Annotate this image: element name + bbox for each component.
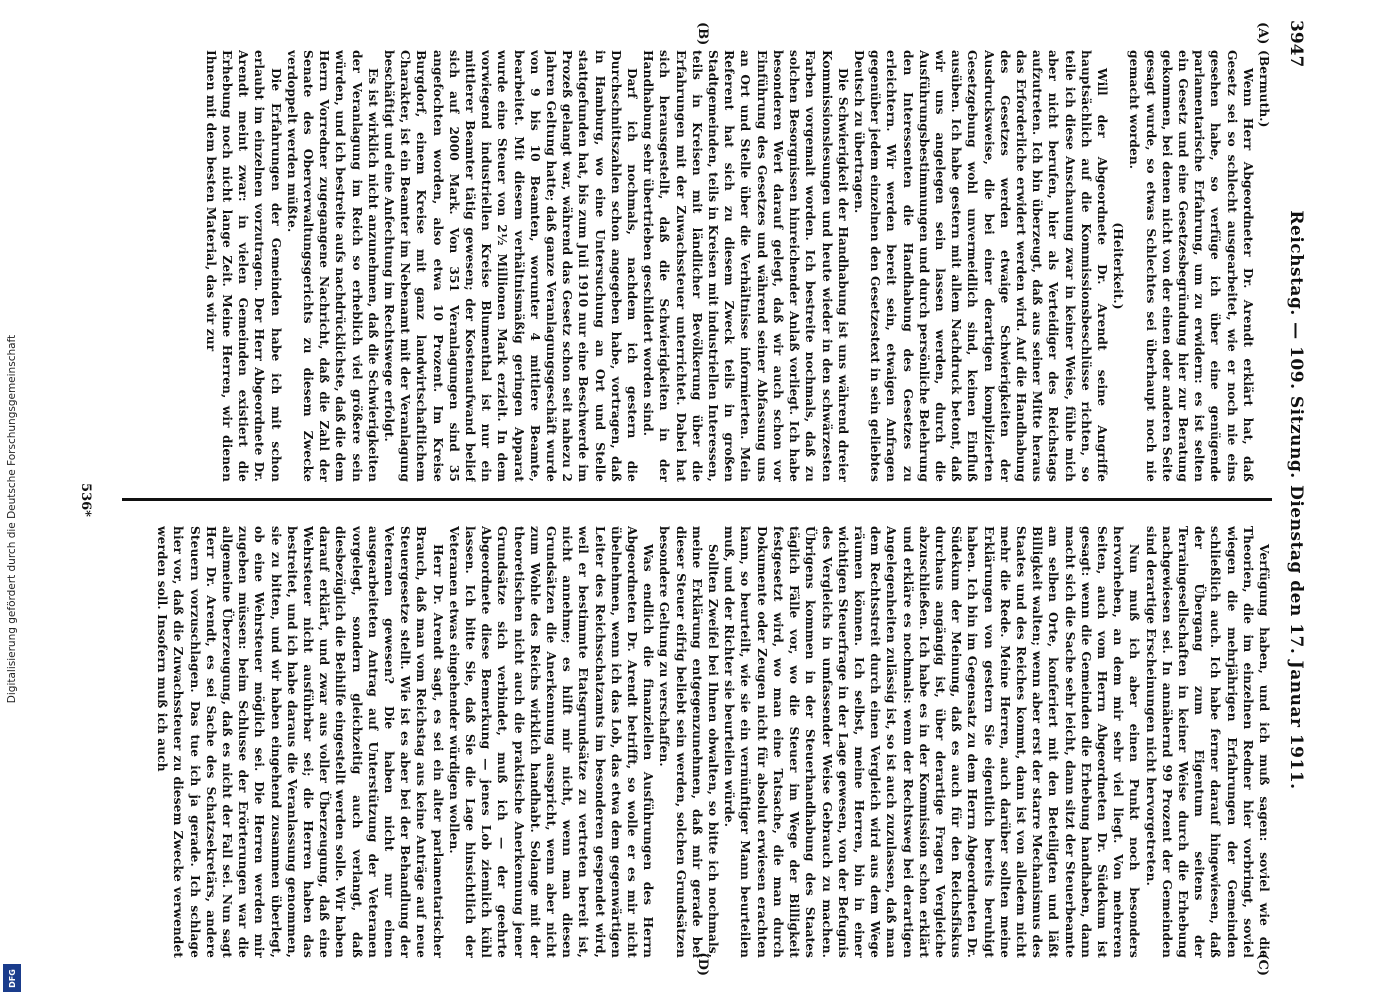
paragraph: Die Schwierigkeit der Handhabung ist uns während dreier Kommissionslesungen und heute wieder in den schwärzesten Farben vorgemalt worden. Ich bestreite nochmals, daß zu solchen Besorgnissen hinreichender Anlaß vorliegt. Ich habe besonderen Wert darauf gelegt, daß wir auch schon vor Einführung des Gesetzes und während seiner Abfassung uns an Ort und Stelle über die Verhältnisse informierten. Mein Referent hat sich zu diesem Zweck teils in großen Stadtgemeinden, teils in Kreisen mit industriellen Interessen, teils in Kreisen mit ländlicher Bevölkerung über die Erfahrungen mit der Zuwachssteuer unterrichtet. Dabei hat sich herausgestellt, daß die Schwierigkeiten in der Handhabung sehr übertrieben geschildert worden sind. [641,50,850,482]
interjection: (Heiterkeit.) [1111,222,1126,310]
paragraph: Wenn Herr Abgeordneter Dr. Arendt erklärt hat, daß Gesetz sei so schlecht ausgearbeitet, wie er noch nie eins gesehen habe, so verfüge ich über eine genügende parlamentarische Erfahrung, um zu erwidern: es ist selten ein Gesetz und eine Gesetzesbegründung hier zur Beratung gekommen, bei denen nicht von der einen oder anderen Seite gesagt wurde, so etwas Schlechtes sei überhaupt noch nie gemacht worden. [1127,50,1255,482]
paragraph: Herr Dr. Arendt sagt, es sei ein alter parlamentarischer Brauch, daß man vom Reichstag aus keine Anträge auf neue Steuergesetze stellt. Wie ist es aber bei der Behandlung der Veteranen gewesen? Die haben nicht nur einen ausgearbeiteten Antrag auf Unterstützung der Veteranen vorgelegt, sondern gleichzeitig auch verlangt, daß diesbezüglich die Beihilfe eingestellt werden solle. Wir haben darauf erklärt, und zwar aus voller Überzeugung, daß eine Wehrsteuer nicht ausführbar sei; die Herren haben das bestreitet, und ich habe daraus die Veranlassung genommen, sie zu bitten, und wir haben eingehend zusammen überlegt, ob eine Wehrsteuer möglich sei. Die Herren werden mir zugeben müssen: beim Schlusse der Erörterungen war die allgemeine Überzeugung, daß es nicht der Fall sei. Nun sagt Herr Dr. Arendt, es sei Sache des Schatzsekretärs, andere Steuern vorzuschlagen. Das tue ich ja gerade. Ich schlage hier vor, daß die Zuwachssteuer zu diesem Zwecke verwendet werden soll. Insofern muß ich auch [155,526,445,958]
rotated-page [42,20,1310,980]
column-divider [122,498,1272,501]
text-column-left [107,50,1272,482]
margin-marker-b: (B) [695,22,710,46]
digitization-sidebar [0,0,24,1000]
page-title: Reichstag. — 109. Sitzung. Dienstag den 17. Januar 1911. [1286,210,1306,790]
paragraph: Es ist wirklich nicht anzunehmen, daß die Schwierigkeiten der Veranlagung im Reich so erheblich viel größere sein würden, und ich bestreite aufs nachdrücklichste, daß die dem Herrn Vorredner zugegangene Nachricht, daß die Zahl der Senate des Oberverwaltungsgerichts zu diesem Zwecke verdoppelt werden müßte. [284,50,380,482]
dfg-logo-label: DFG [7,968,17,988]
speaker-label: (Bermuth.) [1257,50,1271,128]
paragraph: Verfügung haben, und ich muß sagen: soviel wie die Theorien, die im einzelnen Redner hier vorbringt, soviel wiegen die mehrjährigen Erfahrungen der Gemeinden schließlich auch. Ich habe ferner darauf hingewiesen, daß der Übergang zum Eigentum seitens der Terraingesellschaften in keiner Weise durch die Erhebung nachgewiesen sei. In annähernd 99 Prozent der Gemeinden sind derartige Erscheinungen nicht hervorgetreten. [1143,526,1271,958]
paragraph: Nun muß ich aber einen Punkt noch besonders hervorheben, an dem mir sehr viel liegt. Von mehreren Seiten, auch vom Herrn Abgeordneten Dr. Südekum ist gesagt: wenn die Gemeinden die Erhebung handhaben, dann macht sich die Sache sehr leicht, dann sitzt der Steuerbeamte am selben Orte, konferiert mit den Beteiligten und läßt Billigkeit walten; wenn aber erst der starre Mechanismus des Staates und des Reiches kommt, dann ist von alledem nicht mehr die Rede. Meine Herren, auch darüber sollten meine Erklärungen von gestern Sie eigentlich bereits beruhigt haben. Ich bin im Gegensatz zu dem Herrn Abgeordneten Dr. Südekum der Meinung, daß es auch für den Reichsfiskus durchaus angängig ist, über derartige Fragen Vergleiche abzuschließen. Ich habe es in der Kommission schon erklärt und erkläre es nochmals: wenn der Rechtsweg bei derartigen Angelegenheiten zulässig ist, so ist auch zuzulassen, daß man dem Rechtsstreit durch einen Vergleich wird aus dem Wege räumen können. Ich selbst, meine Herren, bin in einer wichtigen Steuerfrage in der Lage gewesen, von der Befugnis des Vergleichs in umfassender Weise Gebrauch zu machen. Übrigens kommen in der Steuerhandhabung des Staates täglich Fälle vor, wo die Steuer im Wege der Billigkeit festgesetzt wird, wo man eine Tatsache, die man durch Dokumente oder Zeugen nicht für absolut erwiesen erachten kann, so beurteilt, wie sie ein vernünftiger Mann beurteilen muß, und der Richter sie beurteilen würde. [722,526,1142,958]
page-header [1280,20,1310,980]
digitization-credit: Digitalisierung gefördert durch die Deutsche Forschungsgemeinschaft [6,334,18,704]
paragraph: Was endlich die finanziellen Ausführungen des Herrn Abgeordneten Dr. Arendt betrifft, so wolle er es mir nicht übelnehmen, wenn ich das Lob, das etwa dem gegenwärtigen Leiter des Reichsschatzamts im besonderen gespendet wird, weil er bestimmte Etatsgrundsätze zu vertreten bereit ist, nicht annehme; es hilft mir nicht, wenn man diesen Grundsätzen die Anerkennung ausspricht, wenn aber nicht zum Wohle des Reichs wirklich handhabt. Solange mit der theoretischen nicht auch die praktische Anerkennung jener Grundsätze sich verbindet, muß ich — der geehrte Abgeordnete diese Bemerkung — jenes Lob ziemlich kühl lassen. Ich bitte Sie, daß Sie die Lage hinsichtlich der Veteranen etwas eingehender würdigen wollen. [446,526,656,958]
signature-mark: 536* [78,483,93,517]
paragraph: Will der Abgeordnete Dr. Arendt seine Angriffe hauptsächlich auf die Kommissionsbeschlüsse richten, so teile ich diese Anschauung zwar in keiner Weise, fühle mich aber nicht berufen, hier als Verteidiger des Reichstags aufzutreten. Ich bin überzeugt, daß aus seiner Mitte heraus das Erforderliche erwidert werden wird. Auf die Handhabung des Gesetzes werden etwaige Schwierigkeiten der Ausdrucksweise, die bei einer derartigen komplizierten Gesetzgebung wohl unvermeidlich sind, keinen Einfluß ausüben. Ich habe gestern mit allem Nachdruck betont, daß wir uns angelegen sein lassen werden, durch die Ausführungsbestimmungen und durch persönliche Belehrung den Interessenten die Handhabung des Gesetzes zu erleichtern. Wir werden bereit sein, etwaigen Anfragen gegenüber jedem einzelnen den Gesetzestext in sein geliebtes Deutsch zu übertragen. [851,50,1109,482]
paragraph: Die Erfahrungen der Gemeinden habe ich mit schon erlaubt im einzelnen vorzutragen. Der Herr Abgeordnete Dr. Arendt meint zwar: in vielen Gemeinden existiert die Erhebung noch nicht lange Zeit. Meine Herren, wir dienen Ihnen mit dem besten Material, das wir zur [203,50,283,482]
newspaper-sheet [26,5,1326,995]
margin-marker-a: (A) [1255,22,1270,45]
margin-marker-d: (D) [695,952,710,976]
text-column-right [107,526,1272,958]
paragraph: Sollten Zweifel bei Ihnen obwalten, so bitte ich nochmals, meine Erklärung entgegenzunehmen, daß mir gerade bei dieser Steuer eifrig beliebt sein werden, solchen Grundsätzen besondere Geltung zu verschaffen. [657,526,721,958]
dfg-logo-icon [3,964,21,992]
margin-marker-c: (C) [1255,953,1270,976]
paragraph: Darf ich nochmals, nachdem ich gestern die Durchschnittszahlen schon angegeben habe, vortragen, daß in Hamburg, wo eine Untersuchung an Ort und Stelle stattgefunden hat, bis zum Juli 1910 nur eine Beschwerde im Prozeß gelangt war, während das Gesetz schon seit nahezu 2 Jahren Geltung hatte; daß ganze Veranlagungsgeschäft wurde von 9 bis 10 Beamten, worunter 4 mittlere Beamte, bearbeitet. Mit diesem verhältnismäßig geringen Apparat wurde eine Steuer von 2½ Millionen Mark erzielt. In dem vorwiegend industriellen Kreise Blumenthal ist nur ein mittlerer Beamter tätig gewesen; der Kostenaufwand belief sich auf 2000 Mark. Von 351 Veranlagungen sind 35 angefochten worden, also etwa 10 Prozent. Im Kreise Burgdorf, einem Kreise mit ganz landwirtschaftlichem Charakter, ist ein Beamter im Nebenamt mit der Veranlagung beschäftigt und eine Anfechtung im Rechtswege erfolgt. [382,50,640,482]
page-number: 3947 [1286,20,1306,68]
